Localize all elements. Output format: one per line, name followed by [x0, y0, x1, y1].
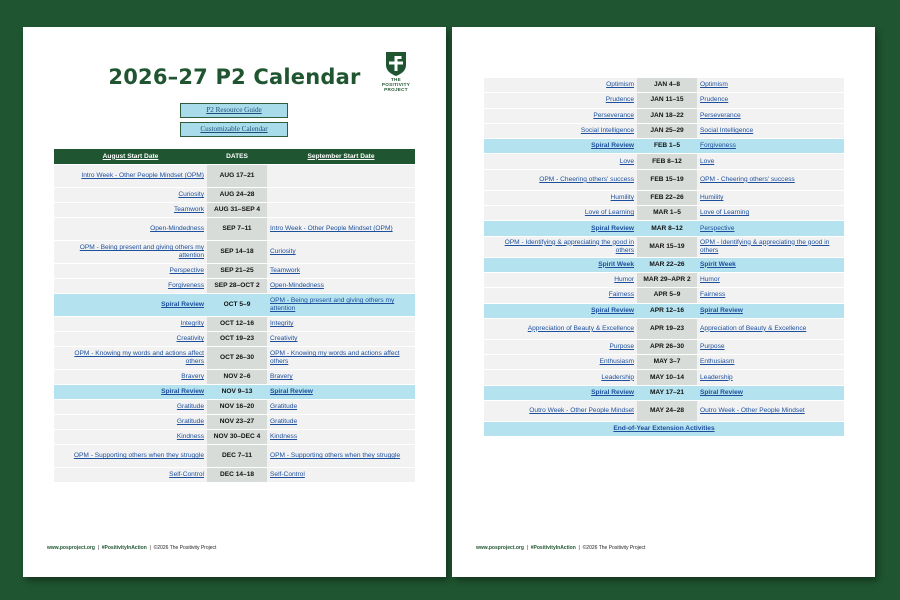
september-start-topic[interactable]: Leadership — [697, 370, 844, 385]
september-start-topic[interactable]: Teamwork — [267, 264, 415, 279]
table-row — [484, 401, 844, 422]
september-start-topic[interactable]: OPM - Cheering others' success — [697, 169, 844, 190]
table-row — [54, 165, 415, 188]
calendar-page-1 — [23, 27, 446, 577]
table-row — [54, 370, 415, 385]
week-dates: NOV 16–20 — [207, 400, 267, 415]
august-start-topic[interactable]: Outro Week - Other People Mindset — [484, 401, 637, 422]
week-dates: MAY 10–14 — [637, 370, 697, 385]
header-september-start[interactable]: September Start Date — [267, 149, 415, 165]
august-start-topic[interactable]: Gratitude — [54, 415, 207, 430]
logo-text-the: THE — [390, 77, 402, 82]
september-start-topic[interactable]: Spiral Review — [697, 385, 844, 400]
week-dates: AUG 24–28 — [207, 188, 267, 203]
september-start-topic[interactable]: OPM - Being present and giving others my attention — [267, 294, 415, 317]
week-dates: FEB 22–26 — [637, 190, 697, 205]
week-dates: DEC 7–11 — [207, 445, 267, 468]
table-row — [484, 190, 844, 205]
calendar-table-fall — [54, 149, 415, 483]
table-row — [484, 339, 844, 354]
september-start-topic[interactable]: Fairness — [697, 288, 844, 303]
logo-text-positivity: POSITIVITY — [381, 82, 411, 87]
table-row — [54, 415, 415, 430]
week-dates: APR 26–30 — [637, 339, 697, 354]
table-row — [484, 318, 844, 339]
week-dates: MAY 24–28 — [637, 401, 697, 422]
header-august-start[interactable]: August Start Date — [54, 149, 207, 165]
footer-site-link[interactable]: www.posproject.org — [47, 545, 95, 551]
august-start-topic[interactable]: Perseverance — [484, 108, 637, 123]
september-start-topic[interactable]: Perspective — [697, 221, 844, 236]
table-row — [54, 400, 415, 415]
customizable-calendar-button[interactable]: Customizable Calendar — [180, 122, 288, 137]
august-start-topic[interactable]: Teamwork — [54, 203, 207, 218]
september-start-topic[interactable]: Love of Learning — [697, 206, 844, 221]
table-row — [54, 294, 415, 317]
september-start-topic[interactable]: Spiral Review — [267, 385, 415, 400]
september-start-topic[interactable]: Kindness — [267, 430, 415, 445]
week-dates: SEP 28–OCT 2 — [207, 279, 267, 294]
table-row — [54, 203, 415, 218]
august-start-topic[interactable]: OPM - Being present and giving others my attention — [54, 241, 207, 264]
footer-copyright: ©2026 The Positivity Project — [582, 545, 646, 551]
september-start-topic[interactable]: Gratitude — [267, 400, 415, 415]
september-start-topic[interactable]: Integrity — [267, 317, 415, 332]
august-start-topic[interactable]: Integrity — [54, 317, 207, 332]
week-dates: OCT 19–23 — [207, 332, 267, 347]
week-dates: FEB 8–12 — [637, 154, 697, 169]
week-dates: OCT 5–9 — [207, 294, 267, 317]
september-start-topic[interactable]: OPM - Knowing my words and actions affect others — [267, 347, 415, 370]
table-header-row — [54, 149, 415, 165]
shield-logo-icon — [384, 51, 408, 77]
august-start-topic[interactable]: Gratitude — [54, 400, 207, 415]
week-dates: DEC 14–18 — [207, 468, 267, 483]
august-start-topic[interactable]: Love of Learning — [484, 206, 637, 221]
august-start-topic[interactable]: Curiosity — [54, 188, 207, 203]
september-start-topic[interactable]: Bravery — [267, 370, 415, 385]
table-row-extension — [484, 422, 844, 437]
september-start-topic[interactable]: Spirit Week — [697, 257, 844, 272]
august-start-topic[interactable]: Spiral Review — [484, 385, 637, 400]
september-start-topic[interactable]: Gratitude — [267, 415, 415, 430]
week-dates: JAN 11–15 — [637, 93, 697, 108]
august-start-topic[interactable]: Spiral Review — [484, 221, 637, 236]
table-row — [54, 385, 415, 400]
august-start-topic[interactable]: Kindness — [54, 430, 207, 445]
week-dates: SEP 14–18 — [207, 241, 267, 264]
page-title: 2026–27 P2 Calendar — [108, 65, 361, 89]
august-start-topic[interactable]: Spirit Week — [484, 257, 637, 272]
september-start-topic[interactable]: Enthusiasm — [697, 355, 844, 370]
august-start-topic[interactable]: OPM - Knowing my words and actions affect others — [54, 347, 207, 370]
week-dates: MAR 29–APR 2 — [637, 272, 697, 287]
table-row — [54, 218, 415, 241]
page-footer: www.posproject.org | #PositivityInAction | ©2026 The Positivity Project — [47, 545, 217, 551]
logo-text-project: PROJECT — [384, 87, 408, 92]
week-dates: JAN 4–8 — [637, 78, 697, 93]
table-row — [54, 317, 415, 332]
august-start-topic[interactable]: Forgiveness — [54, 279, 207, 294]
week-dates: FEB 1–5 — [637, 139, 697, 154]
week-dates: APR 12–16 — [637, 303, 697, 318]
september-start-topic[interactable]: Humor — [697, 272, 844, 287]
august-start-topic[interactable]: Humility — [484, 190, 637, 205]
table-row — [54, 445, 415, 468]
august-start-topic[interactable]: Leadership — [484, 370, 637, 385]
september-start-topic[interactable]: Curiosity — [267, 241, 415, 264]
week-dates: OCT 12–16 — [207, 317, 267, 332]
table-row — [484, 355, 844, 370]
september-start-topic[interactable]: Love — [697, 154, 844, 169]
calendar-table-spring — [484, 78, 844, 437]
resource-guide-button[interactable]: P2 Resource Guide — [180, 103, 288, 118]
table-row — [484, 370, 844, 385]
table-row — [54, 279, 415, 294]
september-start-topic[interactable]: Outro Week - Other People Mindset — [697, 401, 844, 422]
table-row — [484, 169, 844, 190]
table-row — [484, 236, 844, 257]
august-start-topic[interactable]: Creativity — [54, 332, 207, 347]
week-dates: FEB 15–19 — [637, 169, 697, 190]
week-dates: MAR 8–12 — [637, 221, 697, 236]
table-row — [484, 154, 844, 169]
calendar-table-body — [484, 78, 844, 437]
table-row — [54, 241, 415, 264]
footer-copyright: ©2026 The Positivity Project — [153, 545, 217, 551]
footer-hashtag: #PositivityInAction — [530, 545, 576, 551]
august-start-topic[interactable]: Spiral Review — [484, 139, 637, 154]
week-dates: APR 19–23 — [637, 318, 697, 339]
august-start-topic[interactable]: Perspective — [54, 264, 207, 279]
footer-hashtag: #PositivityInAction — [101, 545, 147, 551]
september-start-topic[interactable]: Perseverance — [697, 108, 844, 123]
august-start-topic[interactable]: Humor — [484, 272, 637, 287]
september-start-topic — [267, 203, 415, 218]
table-row — [484, 257, 844, 272]
september-start-topic[interactable]: Spiral Review — [697, 303, 844, 318]
september-start-topic[interactable]: Intro Week - Other People Mindset (OPM) — [267, 218, 415, 241]
week-dates: APR 5–9 — [637, 288, 697, 303]
september-start-topic[interactable]: Prudence — [697, 93, 844, 108]
august-start-topic[interactable]: Spiral Review — [54, 385, 207, 400]
table-row — [484, 288, 844, 303]
positivity-project-logo — [373, 51, 419, 92]
table-row — [54, 468, 415, 483]
september-start-topic[interactable]: Humility — [697, 190, 844, 205]
week-dates: MAY 17–21 — [637, 385, 697, 400]
september-start-topic[interactable]: Appreciation of Beauty & Excellence — [697, 318, 844, 339]
september-start-topic[interactable]: Open-Mindedness — [267, 279, 415, 294]
september-start-topic — [267, 188, 415, 203]
week-dates: MAR 22–26 — [637, 257, 697, 272]
august-start-topic[interactable]: Optimism — [484, 78, 637, 93]
august-start-topic[interactable]: Fairness — [484, 288, 637, 303]
august-start-topic[interactable]: Appreciation of Beauty & Excellence — [484, 318, 637, 339]
week-dates: AUG 31–SEP 4 — [207, 203, 267, 218]
table-row — [54, 347, 415, 370]
september-start-topic[interactable]: Optimism — [697, 78, 844, 93]
august-start-topic[interactable]: Open-Mindedness — [54, 218, 207, 241]
table-row — [54, 332, 415, 347]
table-row — [484, 303, 844, 318]
footer-site-link[interactable]: www.posproject.org — [476, 545, 524, 551]
week-dates: NOV 23–27 — [207, 415, 267, 430]
august-start-topic[interactable]: OPM - Cheering others' success — [484, 169, 637, 190]
week-dates: MAR 15–19 — [637, 236, 697, 257]
table-row — [484, 221, 844, 236]
week-dates: MAR 1–5 — [637, 206, 697, 221]
week-dates: JAN 18–22 — [637, 108, 697, 123]
week-dates: MAY 3–7 — [637, 355, 697, 370]
september-start-topic[interactable]: Social Intelligence — [697, 123, 844, 138]
august-start-topic[interactable]: Spiral Review — [54, 294, 207, 317]
table-row — [484, 385, 844, 400]
week-dates: SEP 21–25 — [207, 264, 267, 279]
september-start-topic[interactable]: OPM - Supporting others when they struggle — [267, 445, 415, 468]
week-dates: NOV 2–6 — [207, 370, 267, 385]
week-dates: NOV 9–13 — [207, 385, 267, 400]
august-start-topic[interactable]: OPM - Identifying & appreciating the good in others — [484, 236, 637, 257]
week-dates: AUG 17–21 — [207, 165, 267, 188]
table-row — [484, 272, 844, 287]
table-row — [484, 78, 844, 93]
august-start-topic[interactable]: Prudence — [484, 93, 637, 108]
august-start-topic[interactable]: OPM - Supporting others when they struggle — [54, 445, 207, 468]
september-start-topic[interactable]: Self-Control — [267, 468, 415, 483]
header-dates: DATES — [207, 149, 267, 165]
table-row — [54, 430, 415, 445]
september-start-topic[interactable]: Forgiveness — [697, 139, 844, 154]
table-row — [484, 206, 844, 221]
week-dates: JAN 25–29 — [637, 123, 697, 138]
september-start-topic[interactable]: OPM - Identifying & appreciating the good in others — [697, 236, 844, 257]
august-start-topic[interactable]: Enthusiasm — [484, 355, 637, 370]
calendar-table-body — [54, 165, 415, 483]
august-start-topic[interactable]: Love — [484, 154, 637, 169]
table-row — [484, 93, 844, 108]
week-dates: NOV 30–DEC 4 — [207, 430, 267, 445]
table-row — [54, 188, 415, 203]
august-start-topic[interactable]: Purpose — [484, 339, 637, 354]
september-start-topic[interactable]: Creativity — [267, 332, 415, 347]
table-row — [54, 264, 415, 279]
week-dates: SEP 7–11 — [207, 218, 267, 241]
august-start-topic[interactable]: Intro Week - Other People Mindset (OPM) — [54, 165, 207, 188]
september-start-topic[interactable]: Purpose — [697, 339, 844, 354]
table-row — [484, 108, 844, 123]
table-row — [484, 139, 844, 154]
page-footer: www.posproject.org | #PositivityInAction | ©2026 The Positivity Project — [476, 545, 646, 551]
calendar-page-2 — [452, 27, 875, 577]
august-start-topic[interactable]: Bravery — [54, 370, 207, 385]
week-dates: OCT 26–30 — [207, 347, 267, 370]
august-start-topic[interactable]: Social Intelligence — [484, 123, 637, 138]
extension-activities-link[interactable]: End-of-Year Extension Activities — [484, 422, 844, 437]
august-start-topic[interactable]: Spiral Review — [484, 303, 637, 318]
table-row — [484, 123, 844, 138]
august-start-topic[interactable]: Self-Control — [54, 468, 207, 483]
september-start-topic — [267, 165, 415, 188]
